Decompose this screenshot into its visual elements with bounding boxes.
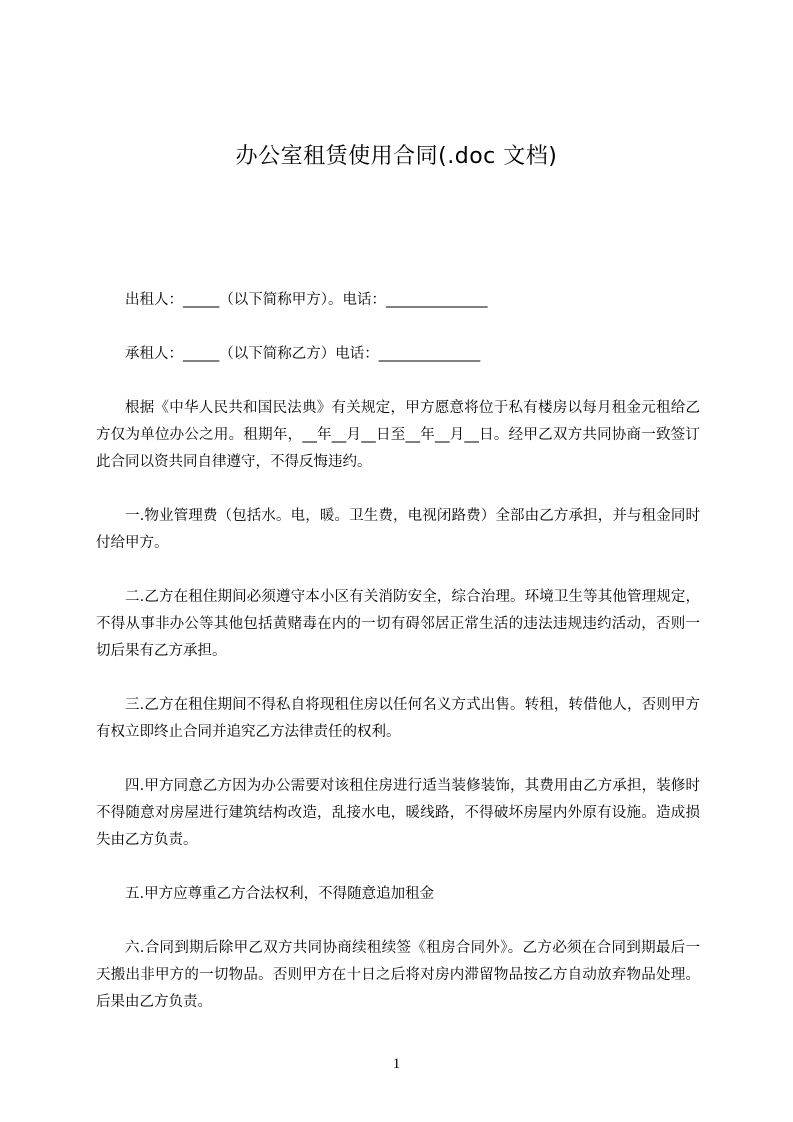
page-number: 1 [392,1056,401,1072]
clause-2-paragraph: 二.乙方在租住期间必须遵守本小区有关消防安全，综合治理。环境卫生等其他管理规定，不得从事非办公等其他包括黄赌毒在内的一切有碍邻居正常生活的违法违规违约活动，否则一切后果有乙方承担。 [96,589,700,659]
preamble-paragraph: 根据《中华人民共和国民法典》有关规定，甲方愿意将位于私有楼房以每月租金元租给乙方仅为单位办公之用。租期年，__年__月__日至__年__月__日。经甲乙双方共同协商一致签订此合同以资共同自律遵守，不得反悔违约。 [96,400,700,470]
clause-3-paragraph: 三.乙方在租住期间不得私自将现租住房以任何名义方式出售。转租，转借他人，否则甲方有权立即终止合同并追究乙方法律责任的权利。 [96,697,700,740]
clause-1-paragraph: 一.物业管理费（包括水。电，暖。卫生费，电视闭路费）全部由乙方承担，并与租金同时付给甲方。 [96,508,700,551]
clause-6-paragraph: 六.合同到期后除甲乙双方共同协商续租续签《租房合同外》。乙方必须在合同到期最后一天搬出非甲方的一切物品。否则甲方在十日之后将对房内滞留物品按乙方自动放弃物品处理。后果由乙方负责。 [96,940,700,1010]
document-title: 办公室租赁使用合同(.doc 文档) [235,144,558,169]
clause-5-paragraph: 五.甲方应尊重乙方合法权利，不得随意追加租金 [125,886,435,902]
lessor-line: 出租人：_____（以下简称甲方）。电话：______________ [125,292,488,308]
contract-body [96,287,700,1043]
clause-4-paragraph: 四.甲方同意乙方因为办公需要对该租住房进行适当装修装饰，其费用由乙方承担，装修时不得随意对房屋进行建筑结构改造，乱接水电，暖线路，不得破坏房屋内外原有设施。造成损失由乙方负责。 [96,778,700,848]
lessee-line: 承租人：_____（以下简称乙方）电话：______________ [125,346,481,362]
